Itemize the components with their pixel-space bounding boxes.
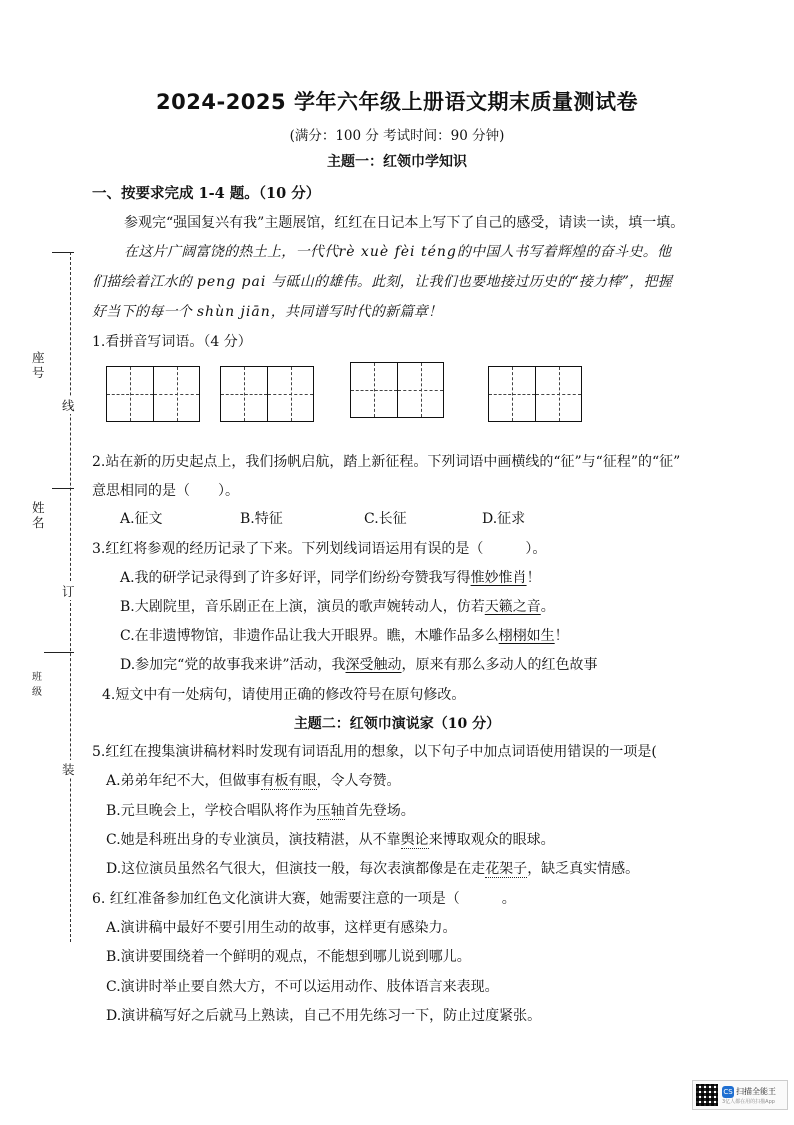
pinyin-blank-3: shùn jiān [196, 304, 271, 320]
q2-option-a[interactable]: A.征文 [120, 511, 163, 527]
q5-option-b[interactable]: B.元旦晚会上，学校合唱队将作为压轴首先登场。 [106, 803, 415, 819]
scanner-logo-icon: CS [723, 1087, 733, 1096]
answer-box-2[interactable] [220, 366, 314, 422]
q6-option-a[interactable]: A.演讲稿中最好不要引用生动的故事，这样更有感染力。 [106, 920, 457, 936]
section-one-intro: 参观完“强国复兴有我”主题展馆，红红在日记本上写下了自己的感受，请读一读，填一填。 [124, 215, 685, 231]
q3-option-d[interactable]: D.参加完“党的故事我来讲”活动，我深受触动，原来有那么多动人的红色故事 [120, 657, 598, 673]
watermark-brand: 扫描全能王 [736, 1087, 776, 1096]
diary-line-3: 好当下的每一个 shùn jiān，共同谱写时代的新篇章！ [92, 304, 443, 320]
q5-option-c[interactable]: C.她是科班出身的专业演员，演技精湛，从不靠舆论来博取观众的眼球。 [106, 832, 555, 848]
q3-option-c[interactable]: C.在非遗博物馆，非遗作品让我大开眼界。瞧，木雕作品多么栩栩如生！ [120, 628, 569, 644]
question-1: 1.看拼音写词语。（4 分） [92, 334, 252, 350]
class-label: 班级 [32, 672, 42, 698]
question-2-line-1: 2.站在新的历史起点上，我们扬帆启航，踏上新征程。下列词语中画横线的“征”与“征程”的“征” [92, 454, 681, 470]
q2-option-d[interactable]: D.征求 [482, 511, 526, 527]
question-4: 4.短文中有一处病句，请使用正确的修改符号在原句修改。 [102, 687, 466, 703]
q2-option-c[interactable]: C.长征 [364, 511, 407, 527]
diary-line-1: 在这片广阔富饶的热土上，一代代rè xuè fèi téng的中国人书写着辉煌的奋斗史。他 [124, 244, 672, 260]
scanner-watermark [692, 1080, 788, 1110]
question-5-stem: 5.红红在搜集演讲稿材料时发现有词语乱用的想象，以下句子中加点词语使用错误的一项是( [92, 744, 657, 760]
q5-option-d[interactable]: D.这位演员虽然名气很大，但演技一般，每次表演都像是在走花架子，缺乏真实情感。 [106, 861, 640, 877]
q6-option-c[interactable]: C.演讲时举止要自然大方，不可以运用动作、肢体语言来表现。 [106, 979, 499, 995]
q3-option-b[interactable]: B.大剧院里，音乐剧正在上演，演员的歌声婉转动人，仿若天籁之音。 [120, 599, 555, 615]
question-6-stem: 6. 红红准备参加红色文化演讲大赛，她需要注意的一项是（ 。 [92, 891, 516, 907]
theme-one-heading: 主题一：红领巾学知识 [327, 154, 467, 170]
seat-blank [52, 252, 74, 253]
name-label: 姓名 [32, 500, 45, 530]
pinyin-blank-2: peng pai [196, 274, 267, 290]
q6-option-d[interactable]: D.演讲稿写好之后就马上熟读，自己不用先练习一下，防止过度紧张。 [106, 1008, 542, 1024]
exam-subtitle: (满分：100 分 考试时间：90 分钟) [289, 128, 505, 144]
binding-zhuang-label: 装 [62, 762, 75, 777]
binding-ding-label: 订 [62, 584, 75, 599]
seat-label: 座号 [32, 350, 45, 380]
answer-box-4[interactable] [488, 366, 582, 422]
q5-option-a[interactable]: A.弟弟年纪不大，但做事有板有眼，令人夸赞。 [106, 773, 401, 789]
theme-two-heading: 主题二：红领巾演说家（10 分） [293, 716, 501, 732]
binding-xian-label: 线 [62, 398, 75, 413]
section-one-heading: 一、按要求完成 1-4 题。（10 分） [92, 185, 321, 202]
qr-code-icon [696, 1084, 718, 1106]
question-2-line-2: 意思相同的是（ ）。 [92, 483, 239, 499]
pinyin-blank-1: rè xuè fèi téng [338, 244, 457, 260]
watermark-tagline: 3亿人都在用的扫描App [722, 1098, 775, 1105]
q3-option-a[interactable]: A.我的研学记录得到了许多好评，同学们纷纷夸赞我写得惟妙惟肖！ [120, 570, 541, 586]
diary-line-2: 们描绘着江水的 peng pai 与砥山的雄伟。此刻，让我们也要地接过历史的“接力棒”，把握 [92, 274, 673, 290]
class-blank [44, 652, 74, 653]
name-blank [52, 488, 74, 489]
answer-box-3[interactable] [350, 362, 444, 418]
exam-title: 2024-2025 学年六年级上册语文期末质量测试卷 [156, 90, 638, 114]
q2-option-b[interactable]: B.特征 [240, 511, 283, 527]
q6-option-b[interactable]: B.演讲要围绕着一个鲜明的观点，不能想到哪儿说到哪儿。 [106, 949, 471, 965]
answer-box-1[interactable] [106, 366, 200, 422]
question-3-stem: 3.红红将参观的经历记录了下来。下列划线词语运用有误的是（ ）。 [92, 541, 547, 557]
